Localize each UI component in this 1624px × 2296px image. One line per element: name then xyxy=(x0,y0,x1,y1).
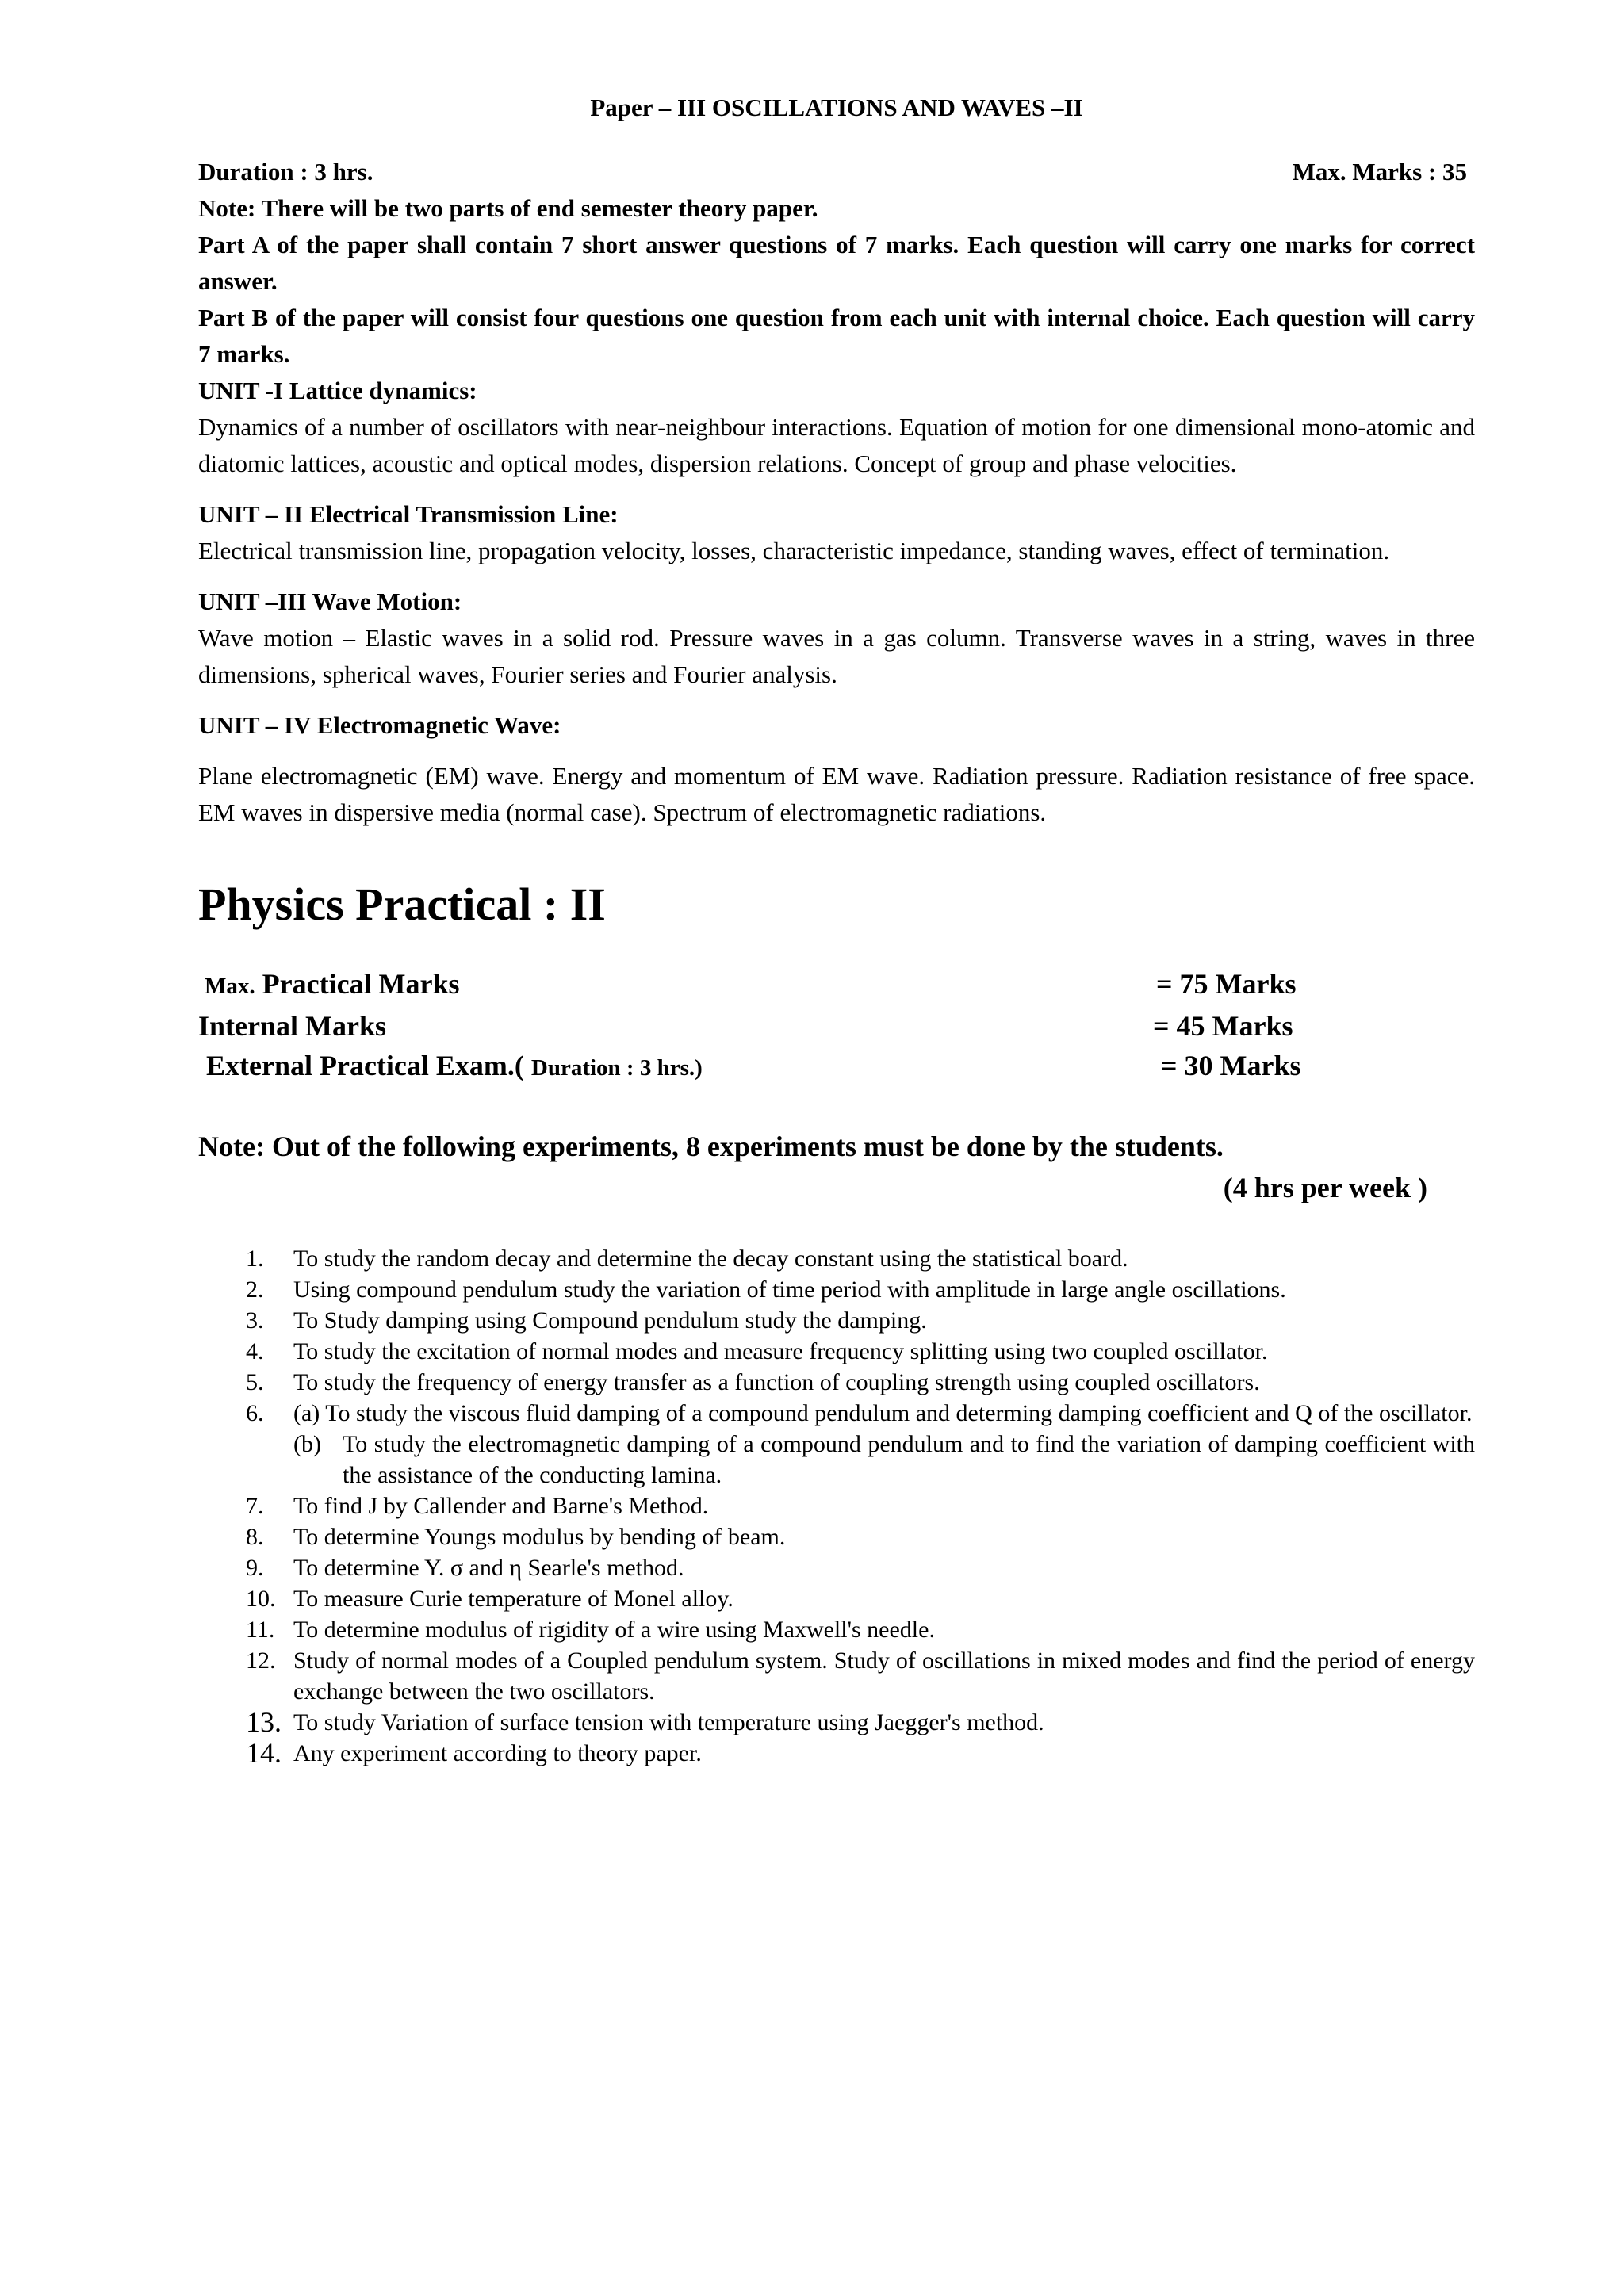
unit-1 xyxy=(198,373,1475,482)
unit-2 xyxy=(198,496,1475,569)
hours-per-week: (4 hrs per week ) xyxy=(1223,1172,1427,1203)
paper-title: Paper – III OSCILLATIONS AND WAVES –II xyxy=(590,94,1083,121)
unit-text: Electrical transmission line, propagation velocity, losses, characteristic impedance, standing waves, effect of termination. xyxy=(198,537,1390,564)
marks-label: External Practical Exam.( xyxy=(206,1050,524,1081)
duration-row xyxy=(198,154,1475,190)
unit-heading: UNIT –III Wave Motion: xyxy=(198,587,462,615)
marks-row xyxy=(198,964,1475,1006)
unit-4 xyxy=(198,707,1475,831)
list-item: 2. Using compound pendulum study the variation of time period with amplitude in large angle oscillations. xyxy=(246,1276,1286,1303)
list-item: 4. To study the excitation of normal modes and measure frequency splitting using two coupled oscillator. xyxy=(246,1338,1268,1364)
marks-row xyxy=(198,1046,1475,1088)
document-page xyxy=(198,94,1475,1769)
unit-heading: UNIT – II Electrical Transmission Line: xyxy=(198,500,619,528)
list-item: 11. To determine modulus of rigidity of a wire using Maxwell's needle. xyxy=(246,1617,935,1643)
unit-text: Wave motion – Elastic waves in a solid rod. Pressure waves in a gas column. Transverse waves in a string, waves in three dimensions, spherical waves, Fourier series and Fourier analysis. xyxy=(198,624,1475,688)
practical-heading: Physics Practical : II xyxy=(198,878,606,930)
list-item: 1. To study the random decay and determine the decay constant using the statistical board. xyxy=(246,1246,1128,1272)
list-item: 3. To Study damping using Compound pendulum study the damping. xyxy=(246,1307,927,1334)
marks-duration: Duration : 3 hrs.) xyxy=(530,1055,703,1081)
list-item-text: (a) To study the viscous fluid damping of a compound pendulum and determing damping coefficient and Q of the oscillator. xyxy=(293,1400,1473,1426)
marks-label: Practical Marks xyxy=(262,968,460,1000)
unit-heading: UNIT -I Lattice dynamics: xyxy=(198,377,477,404)
list-item: 6. (a) To study the viscous fluid damping of a compound pendulum and determing damping coefficient and Q of the oscillator. (b) To study the electromagnetic damping of a compound pendulum and to find the variation of damping coefficient with the assistance of the conducting lamina. xyxy=(246,1398,1475,1490)
experiments-note: Note: Out of the following experiments, 8 experiments must be done by the students. xyxy=(198,1131,1224,1162)
duration: Duration : 3 hrs. xyxy=(198,158,373,186)
experiment-list xyxy=(246,1243,1475,1769)
unit-text: Plane electromagnetic (EM) wave. Energy and momentum of EM wave. Radiation pressure. Radiation resistance of free space. EM waves in dispersive media (normal case). Spectrum of electromagnetic radiations. xyxy=(198,762,1475,826)
note-line: Note: There will be two parts of end semester theory paper. xyxy=(198,194,818,222)
unit-text: Dynamics of a number of oscillators with near-neighbour interactions. Equation of motion for one dimensional mono-atomic and diatomic lattices, acoustic and optical modes, dispersion relations. Concept of group and phase velocities. xyxy=(198,413,1475,477)
marks-value: = 75 Marks xyxy=(1156,968,1297,1000)
list-item: 14. Any experiment according to theory paper. xyxy=(246,1737,702,1769)
list-item: 13. To study Variation of surface tension with temperature using Jaegger's method. xyxy=(246,1706,1044,1738)
list-item: 5. To study the frequency of energy transfer as a function of coupling strength using coupled oscillators. xyxy=(246,1369,1260,1395)
list-item: 12. Study of normal modes of a Coupled pendulum system. Study of oscillations in mixed modes and find the period of energy exchange between the two oscillators. xyxy=(246,1647,1475,1705)
marks-row xyxy=(198,1006,1475,1046)
note-line: Part A of the paper shall contain 7 short answer questions of 7 marks. Each question will carry one marks for correct answer. xyxy=(198,231,1475,295)
marks-value: = 45 Marks xyxy=(1153,1010,1293,1042)
marks-table xyxy=(198,964,1475,1088)
list-item: 8. To determine Youngs modulus by bending of beam. xyxy=(246,1524,786,1550)
marks-value: = 30 Marks xyxy=(1161,1050,1301,1081)
unit-3 xyxy=(198,584,1475,693)
marks-label: Internal Marks xyxy=(198,1010,386,1042)
list-item: 7. To find J by Callender and Barne's Method. xyxy=(246,1493,709,1519)
marks-prefix: Max. xyxy=(205,974,255,999)
max-marks: Max. Marks : 35 xyxy=(1292,158,1467,186)
sub-item: (b) To study the electromagnetic damping of a compound pendulum and to find the variation of damping coefficient with the assistance of the conducting lamina. xyxy=(293,1431,1475,1488)
unit-heading: UNIT – IV Electromagnetic Wave: xyxy=(198,711,561,739)
list-item: 9. To determine Y. σ and η Searle's method. xyxy=(246,1555,684,1581)
list-item: 10. To measure Curie temperature of Monel alloy. xyxy=(246,1586,733,1612)
note-line: Part B of the paper will consist four questions one question from each unit with internal choice. Each question will carry 7 marks. xyxy=(198,304,1475,368)
